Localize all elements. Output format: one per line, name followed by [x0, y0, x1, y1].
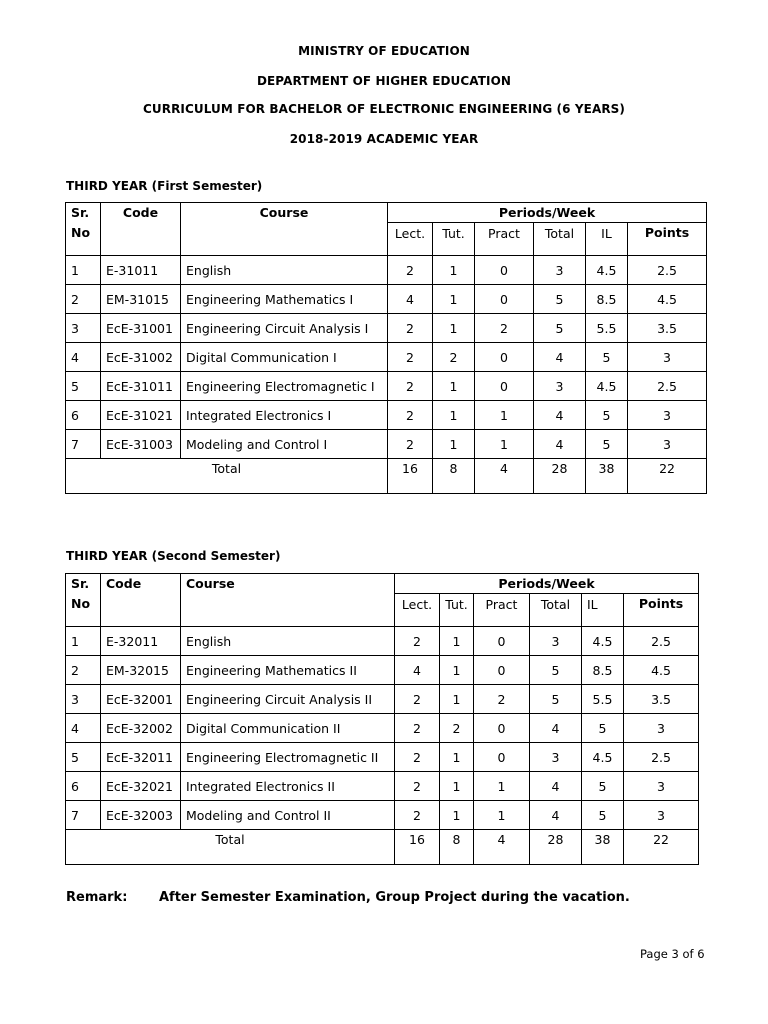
row-lect: 2 — [395, 743, 440, 772]
table-row — [66, 685, 699, 714]
total-periods: 28 — [534, 459, 586, 494]
row-credit: 4.5 — [628, 285, 707, 314]
row-pract: 2 — [475, 314, 534, 343]
row-total: 4 — [534, 401, 586, 430]
row-il: 5.5 — [586, 314, 628, 343]
semester1-totals — [66, 459, 707, 494]
row-credit: 3 — [624, 801, 699, 830]
total-lect: 16 — [388, 459, 433, 494]
semester1-rows — [66, 256, 707, 459]
sr-header: Sr. — [66, 574, 101, 594]
table-row — [66, 401, 707, 430]
row-course: English — [181, 256, 388, 285]
row-code: EcE-31003 — [101, 430, 181, 459]
code-header-spacer — [101, 223, 181, 256]
row-credit: 3.5 — [624, 685, 699, 714]
row-total: 4 — [530, 714, 582, 743]
row-tut: 2 — [433, 343, 475, 372]
remark-label: Remark: — [66, 890, 128, 905]
semester2-title: THIRD YEAR (Second Semester) — [66, 549, 281, 563]
periods-week-header: Periods/Week — [395, 574, 699, 594]
total-periods: 28 — [530, 830, 582, 865]
total-header: Total — [534, 223, 586, 256]
row-sr: 4 — [66, 343, 101, 372]
row-lect: 2 — [388, 343, 433, 372]
row-credit: 2.5 — [628, 372, 707, 401]
row-course: Engineering Mathematics II — [181, 656, 395, 685]
row-pract: 0 — [474, 743, 530, 772]
table-row — [66, 256, 707, 285]
row-course: Modeling and Control I — [181, 430, 388, 459]
table-row — [66, 714, 699, 743]
table-row — [66, 772, 699, 801]
row-tut: 1 — [440, 743, 474, 772]
no-header: No — [66, 223, 101, 256]
row-total: 4 — [530, 772, 582, 801]
row-lect: 2 — [388, 430, 433, 459]
row-il: 4.5 — [586, 256, 628, 285]
tut-header: Tut. — [433, 223, 475, 256]
row-lect: 2 — [395, 772, 440, 801]
row-total: 3 — [530, 743, 582, 772]
curriculum-heading: CURRICULUM FOR BACHELOR OF ELECTRONIC ENGINEERING (6 YEARS) — [142, 102, 626, 116]
row-lect: 2 — [388, 256, 433, 285]
semester1-header — [66, 203, 707, 256]
row-lect: 4 — [395, 656, 440, 685]
table-row — [66, 743, 699, 772]
row-il: 5.5 — [582, 685, 624, 714]
row-pract: 1 — [474, 801, 530, 830]
row-credit: 2.5 — [624, 627, 699, 656]
row-tut: 1 — [433, 256, 475, 285]
row-lect: 2 — [395, 685, 440, 714]
row-tut: 2 — [440, 714, 474, 743]
semester1-title: THIRD YEAR (First Semester) — [66, 179, 263, 193]
row-sr: 4 — [66, 714, 101, 743]
table-row — [66, 656, 699, 685]
row-pract: 2 — [474, 685, 530, 714]
row-sr: 6 — [66, 772, 101, 801]
row-total: 5 — [534, 285, 586, 314]
row-total: 4 — [530, 801, 582, 830]
row-pract: 0 — [474, 714, 530, 743]
total-label: Total — [66, 830, 395, 865]
row-tut: 1 — [433, 372, 475, 401]
row-code: EcE-31021 — [101, 401, 181, 430]
row-pract: 0 — [475, 285, 534, 314]
row-il: 5 — [582, 772, 624, 801]
total-pract: 4 — [475, 459, 534, 494]
code-header: Code — [101, 574, 181, 594]
row-credit: 3 — [628, 343, 707, 372]
row-course: Engineering Mathematics I — [181, 285, 388, 314]
row-lect: 2 — [395, 714, 440, 743]
row-lect: 2 — [388, 401, 433, 430]
row-sr: 2 — [66, 656, 101, 685]
code-header: Code — [101, 203, 181, 223]
table-row — [66, 372, 707, 401]
row-code: EcE-32021 — [101, 772, 181, 801]
row-il: 4.5 — [582, 743, 624, 772]
semester2-totals — [66, 830, 699, 865]
course-header: Course — [181, 574, 395, 594]
row-tut: 1 — [440, 685, 474, 714]
row-sr: 5 — [66, 372, 101, 401]
row-course: Engineering Electromagnetic II — [181, 743, 395, 772]
row-code: EcE-31002 — [101, 343, 181, 372]
table-row — [66, 314, 707, 343]
row-code: EcE-32002 — [101, 714, 181, 743]
row-pract: 0 — [474, 627, 530, 656]
academic-year-heading: 2018-2019 ACADEMIC YEAR — [289, 132, 479, 146]
total-pract: 4 — [474, 830, 530, 865]
row-code: EcE-31011 — [101, 372, 181, 401]
semester2-table — [65, 573, 699, 865]
row-code: EM-32015 — [101, 656, 181, 685]
row-course: Digital Communication I — [181, 343, 388, 372]
row-total: 4 — [534, 343, 586, 372]
row-sr: 7 — [66, 430, 101, 459]
row-pract: 0 — [475, 256, 534, 285]
course-header-spacer — [181, 223, 388, 256]
row-total: 3 — [534, 372, 586, 401]
row-code: EcE-32011 — [101, 743, 181, 772]
row-pract: 0 — [474, 656, 530, 685]
row-credit: 4.5 — [624, 656, 699, 685]
row-course: Digital Communication II — [181, 714, 395, 743]
row-il: 5 — [586, 401, 628, 430]
table-row — [66, 801, 699, 830]
row-tut: 1 — [433, 401, 475, 430]
row-total: 5 — [534, 314, 586, 343]
row-credit: 3 — [628, 401, 707, 430]
row-total: 5 — [530, 656, 582, 685]
row-credit: 3 — [628, 430, 707, 459]
no-header: No — [66, 594, 101, 627]
periods-week-header: Periods/Week — [388, 203, 707, 223]
row-sr: 6 — [66, 401, 101, 430]
lect-header: Lect. — [395, 594, 440, 627]
il-header: IL — [582, 594, 624, 627]
row-code: EM-31015 — [101, 285, 181, 314]
row-il: 5 — [586, 430, 628, 459]
row-credit: 3 — [624, 772, 699, 801]
row-sr: 3 — [66, 685, 101, 714]
row-total: 4 — [534, 430, 586, 459]
row-sr: 7 — [66, 801, 101, 830]
remark-text: After Semester Examination, Group Project during the vacation. — [159, 890, 630, 905]
row-pract: 0 — [475, 343, 534, 372]
semester2-rows — [66, 627, 699, 830]
points-header: Points — [624, 594, 699, 627]
tut-header: Tut. — [440, 594, 474, 627]
row-il: 5 — [582, 801, 624, 830]
course-header: Course — [181, 203, 388, 223]
total-credit: 22 — [628, 459, 707, 494]
row-code: E-32011 — [101, 627, 181, 656]
row-lect: 2 — [388, 314, 433, 343]
row-total: 5 — [530, 685, 582, 714]
pract-header: Pract — [474, 594, 530, 627]
row-il: 8.5 — [586, 285, 628, 314]
row-total: 3 — [534, 256, 586, 285]
row-lect: 4 — [388, 285, 433, 314]
row-credit: 3.5 — [628, 314, 707, 343]
table-row — [66, 343, 707, 372]
table-row — [66, 285, 707, 314]
pract-header: Pract — [475, 223, 534, 256]
row-pract: 1 — [475, 430, 534, 459]
department-heading: DEPARTMENT OF HIGHER EDUCATION — [256, 74, 512, 88]
row-sr: 1 — [66, 627, 101, 656]
row-total: 3 — [530, 627, 582, 656]
course-header-spacer — [181, 594, 395, 627]
row-tut: 1 — [440, 627, 474, 656]
row-course: Integrated Electronics I — [181, 401, 388, 430]
row-sr: 5 — [66, 743, 101, 772]
row-course: Engineering Circuit Analysis II — [181, 685, 395, 714]
row-course: Modeling and Control II — [181, 801, 395, 830]
row-lect: 2 — [388, 372, 433, 401]
il-header: IL — [586, 223, 628, 256]
row-credit: 2.5 — [628, 256, 707, 285]
row-course: Engineering Electromagnetic I — [181, 372, 388, 401]
row-pract: 1 — [474, 772, 530, 801]
total-lect: 16 — [395, 830, 440, 865]
table-row — [66, 430, 707, 459]
row-code: E-31011 — [101, 256, 181, 285]
row-lect: 2 — [395, 801, 440, 830]
row-course: Integrated Electronics II — [181, 772, 395, 801]
total-header: Total — [530, 594, 582, 627]
row-tut: 1 — [440, 656, 474, 685]
total-credit: 22 — [624, 830, 699, 865]
ministry-heading: MINISTRY OF EDUCATION — [298, 44, 470, 58]
row-course: Engineering Circuit Analysis I — [181, 314, 388, 343]
row-sr: 2 — [66, 285, 101, 314]
row-credit: 2.5 — [624, 743, 699, 772]
remark — [66, 890, 630, 905]
row-pract: 0 — [475, 372, 534, 401]
row-code: EcE-31001 — [101, 314, 181, 343]
row-code: EcE-32001 — [101, 685, 181, 714]
row-course: English — [181, 627, 395, 656]
total-label: Total — [66, 459, 388, 494]
row-lect: 2 — [395, 627, 440, 656]
points-header: Points — [628, 223, 707, 256]
row-tut: 1 — [440, 801, 474, 830]
row-il: 4.5 — [582, 627, 624, 656]
row-tut: 1 — [433, 314, 475, 343]
total-tut: 8 — [433, 459, 475, 494]
row-code: EcE-32003 — [101, 801, 181, 830]
row-tut: 1 — [433, 430, 475, 459]
code-header-spacer — [101, 594, 181, 627]
row-il: 4.5 — [586, 372, 628, 401]
sr-header: Sr. — [66, 203, 101, 223]
page-number: Page 3 of 6 — [640, 947, 705, 961]
semester2-header — [66, 574, 699, 627]
total-tut: 8 — [440, 830, 474, 865]
semester1-table — [65, 202, 707, 494]
row-credit: 3 — [624, 714, 699, 743]
row-il: 5 — [586, 343, 628, 372]
row-sr: 1 — [66, 256, 101, 285]
total-il: 38 — [586, 459, 628, 494]
row-tut: 1 — [433, 285, 475, 314]
lect-header: Lect. — [388, 223, 433, 256]
row-pract: 1 — [475, 401, 534, 430]
row-il: 5 — [582, 714, 624, 743]
row-tut: 1 — [440, 772, 474, 801]
row-sr: 3 — [66, 314, 101, 343]
table-row — [66, 627, 699, 656]
total-il: 38 — [582, 830, 624, 865]
row-il: 8.5 — [582, 656, 624, 685]
